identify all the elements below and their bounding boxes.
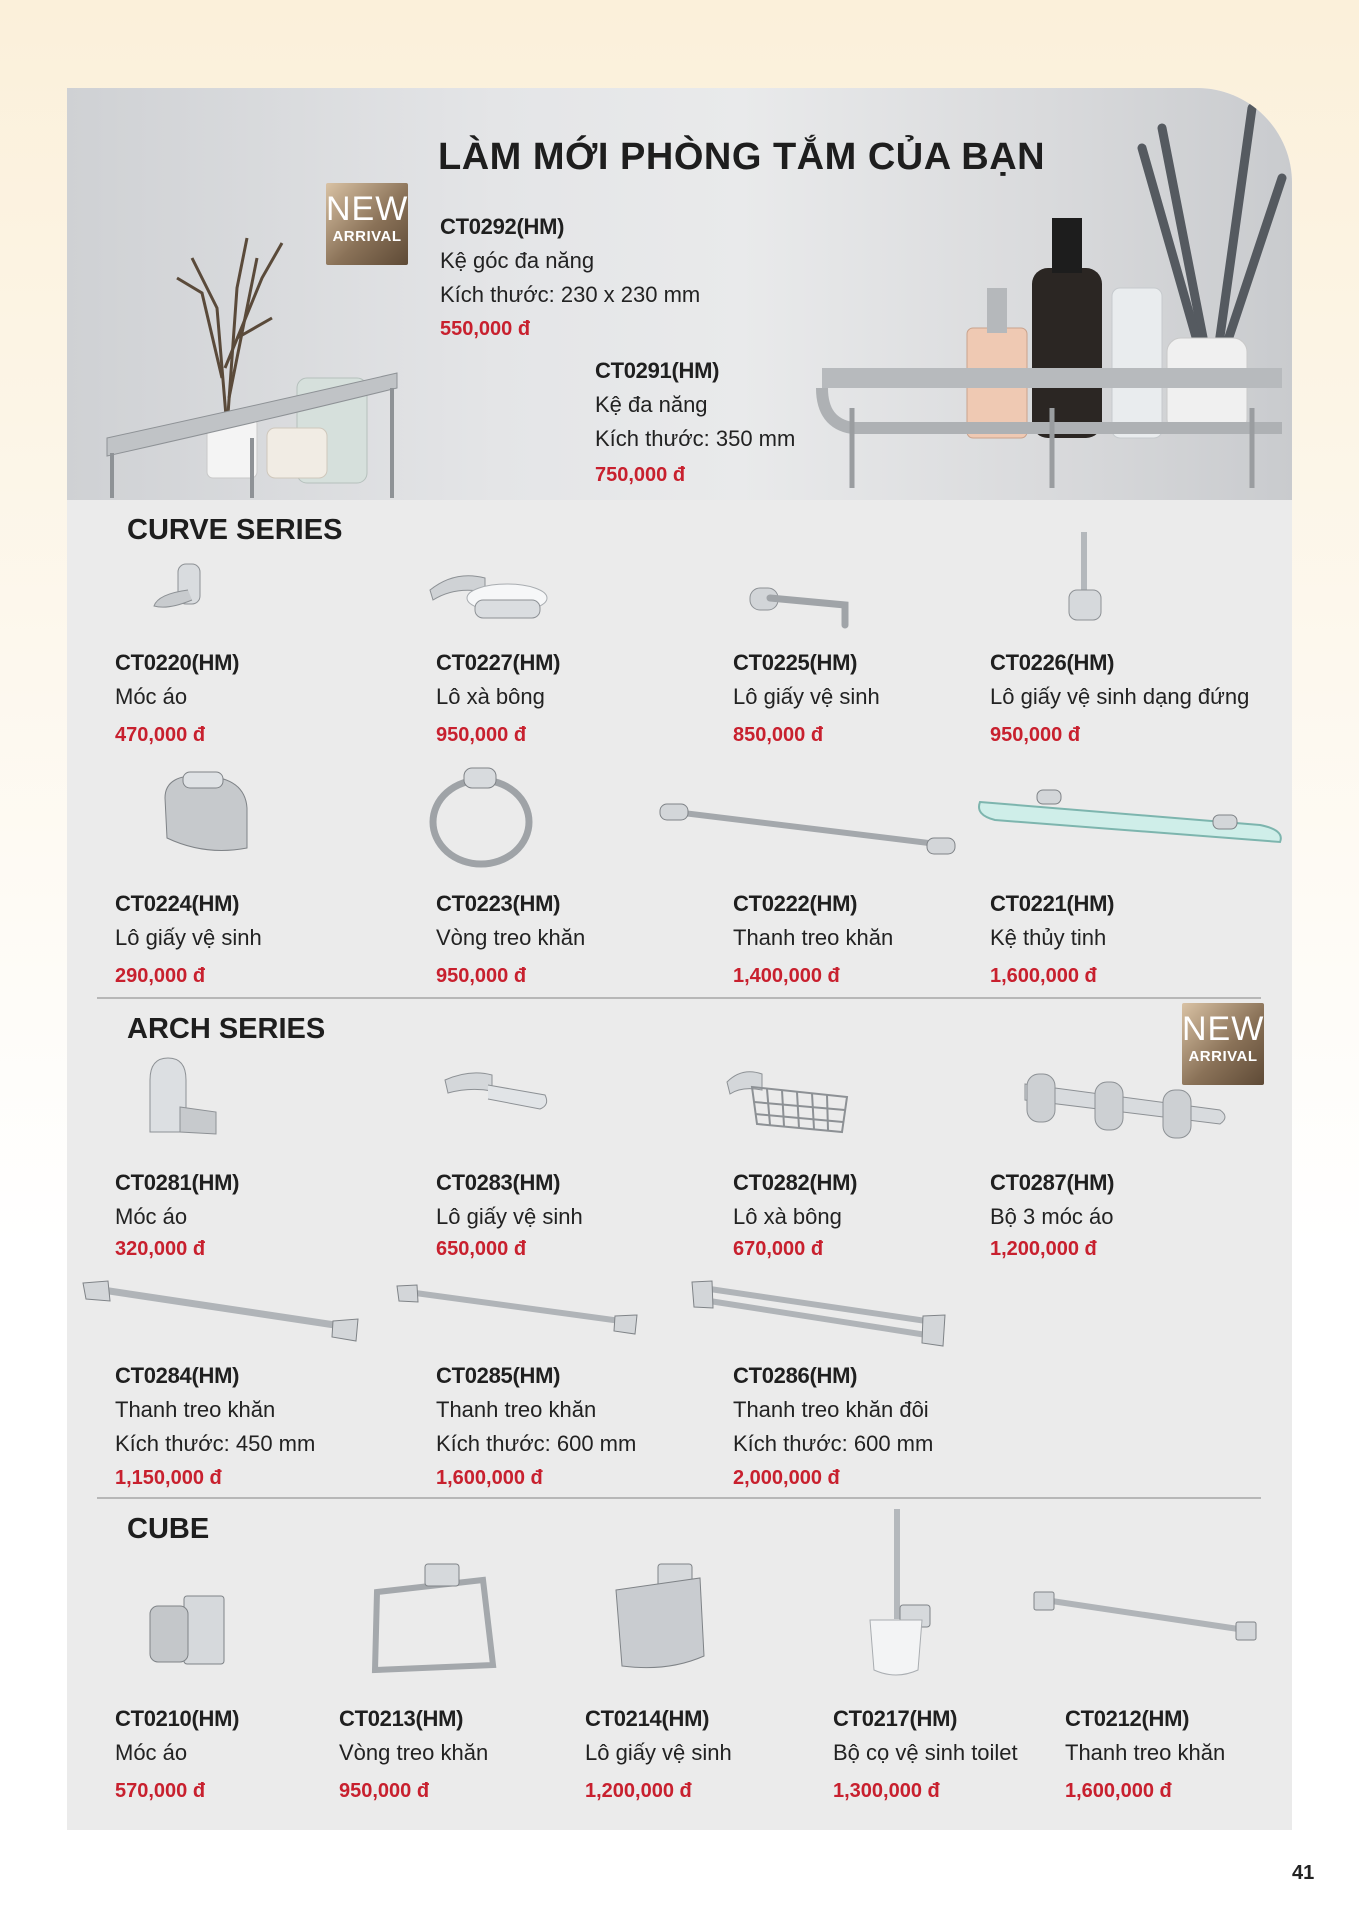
product-price: 950,000 đ <box>436 724 527 746</box>
product-name: Thanh treo khăn <box>115 1397 276 1422</box>
hero-product-ct0292 <box>440 214 700 341</box>
product-code: CT0227(HM) <box>436 650 561 675</box>
standing-paper-holder-image <box>1055 530 1115 625</box>
product-ct0225 <box>733 650 880 747</box>
arch-soap-basket-image <box>722 1062 857 1142</box>
hero-title: LÀM MỚI PHÒNG TẮM CỦA BẠN <box>438 136 1046 178</box>
section-title-curve: CURVE SERIES <box>127 514 343 546</box>
product-price: 750,000 đ <box>595 464 686 486</box>
product-name: Lô xà bông <box>733 1204 842 1229</box>
product-name: Móc áo <box>115 1740 188 1765</box>
product-name: Kệ góc đa năng <box>440 248 595 273</box>
product-price: 2,000,000 đ <box>733 1467 840 1489</box>
product-ct0222 <box>733 891 893 988</box>
product-price: 1,200,000 đ <box>990 1238 1097 1260</box>
product-price: 1,200,000 đ <box>585 1780 692 1802</box>
product-name: Bộ 3 móc áo <box>990 1204 1114 1229</box>
badge-line1: NEW <box>1182 1010 1265 1048</box>
product-ct0214 <box>585 1706 732 1803</box>
product-price: 950,000 đ <box>436 965 527 987</box>
product-ct0287 <box>990 1170 1114 1261</box>
product-name: Lô giấy vệ sinh dạng đứng <box>990 684 1250 709</box>
product-name: Kệ thủy tinh <box>990 925 1107 950</box>
product-code: CT0281(HM) <box>115 1170 240 1195</box>
toilet-paper-holder-image <box>740 570 860 630</box>
product-name: Lô giấy vệ sinh <box>585 1740 732 1765</box>
product-name: Móc áo <box>115 684 188 709</box>
product-code: CT0284(HM) <box>115 1363 240 1388</box>
product-price: 290,000 đ <box>115 965 206 987</box>
new-arrival-badge <box>326 183 408 265</box>
section-divider <box>97 997 1261 999</box>
glass-shelf-image <box>975 780 1290 860</box>
product-code: CT0283(HM) <box>436 1170 561 1195</box>
product-ct0226 <box>990 650 1249 747</box>
product-ct0221 <box>990 891 1114 988</box>
product-code: CT0292(HM) <box>440 214 565 239</box>
cube-robe-hook-image <box>142 1592 232 1672</box>
product-name: Lô giấy vệ sinh <box>436 1204 583 1229</box>
covered-paper-holder-image <box>155 768 265 863</box>
product-price: 1,300,000 đ <box>833 1780 940 1802</box>
section-title-cube: CUBE <box>127 1513 210 1545</box>
product-code: CT0285(HM) <box>436 1363 561 1388</box>
product-price: 1,600,000 đ <box>1065 1780 1172 1802</box>
product-code: CT0220(HM) <box>115 650 240 675</box>
product-code: CT0210(HM) <box>115 1706 240 1731</box>
product-name: Thanh treo khăn <box>436 1397 597 1422</box>
product-ct0212 <box>1065 1706 1225 1803</box>
towel-ring-image <box>426 762 536 872</box>
product-price: 850,000 đ <box>733 724 824 746</box>
product-name: Bộ cọ vệ sinh toilet <box>833 1740 1018 1765</box>
product-price: 550,000 đ <box>440 318 531 340</box>
product-size: Kích thước: 350 mm <box>595 426 796 451</box>
product-size: Kích thước: 230 x 230 mm <box>440 282 701 307</box>
product-ct0227 <box>436 650 560 747</box>
product-name: Thanh treo khăn <box>733 925 894 950</box>
badge-line1: NEW <box>326 190 409 228</box>
robe-hook-image <box>148 560 228 620</box>
section-title-arch: ARCH SERIES <box>127 1013 326 1045</box>
product-code: CT0217(HM) <box>833 1706 958 1731</box>
product-ct0217 <box>833 1706 1018 1803</box>
cube-towel-ring-image <box>365 1560 500 1675</box>
arch-paper-holder-image <box>440 1065 555 1125</box>
towel-bar-450-image <box>78 1275 363 1350</box>
product-ct0284 <box>115 1363 315 1490</box>
product-price: 950,000 đ <box>339 1780 430 1802</box>
product-name: Vòng treo khăn <box>436 925 586 950</box>
product-price: 950,000 đ <box>990 724 1081 746</box>
product-name: Vòng treo khăn <box>339 1740 489 1765</box>
product-name: Thanh treo khăn đôi <box>733 1397 929 1422</box>
triple-hook-image <box>1015 1062 1235 1147</box>
product-price: 470,000 đ <box>115 724 206 746</box>
product-code: CT0224(HM) <box>115 891 240 916</box>
product-name: Lô giấy vệ sinh <box>115 925 262 950</box>
badge-line2: ARRIVAL <box>332 228 402 245</box>
product-code: CT0291(HM) <box>595 358 720 383</box>
product-ct0223 <box>436 891 585 988</box>
product-code: CT0223(HM) <box>436 891 561 916</box>
product-code: CT0225(HM) <box>733 650 858 675</box>
product-price: 320,000 đ <box>115 1238 206 1260</box>
towel-bar-image <box>655 800 965 860</box>
product-code: CT0222(HM) <box>733 891 858 916</box>
towel-bar-600-image <box>393 1282 643 1342</box>
product-price: 670,000 đ <box>733 1238 824 1260</box>
section-divider <box>97 1497 1261 1499</box>
product-size: Kích thước: 600 mm <box>733 1431 934 1456</box>
badge-line2: ARRIVAL <box>1188 1048 1258 1065</box>
product-name: Móc áo <box>115 1204 188 1229</box>
arch-robe-hook-image <box>140 1052 225 1142</box>
product-name: Kệ đa năng <box>595 392 708 417</box>
hero-product-ct0291 <box>595 358 795 487</box>
double-towel-bar-image <box>688 1278 953 1358</box>
product-code: CT0212(HM) <box>1065 1706 1190 1731</box>
page-number: 41 <box>1292 1862 1315 1884</box>
product-code: CT0221(HM) <box>990 891 1115 916</box>
toilet-brush-image <box>860 1505 935 1685</box>
product-ct0282 <box>733 1170 857 1261</box>
product-size: Kích thước: 450 mm <box>115 1431 316 1456</box>
product-name: Thanh treo khăn <box>1065 1740 1226 1765</box>
cube-towel-bar-image <box>1030 1590 1260 1650</box>
product-ct0210 <box>115 1706 239 1803</box>
product-price: 1,600,000 đ <box>990 965 1097 987</box>
product-ct0220 <box>115 650 239 747</box>
product-code: CT0287(HM) <box>990 1170 1115 1195</box>
product-code: CT0213(HM) <box>339 1706 464 1731</box>
soap-dish-image <box>425 560 555 630</box>
product-price: 1,600,000 đ <box>436 1467 543 1489</box>
product-ct0286 <box>733 1363 933 1490</box>
product-price: 1,150,000 đ <box>115 1467 222 1489</box>
product-ct0283 <box>436 1170 583 1261</box>
product-price: 570,000 đ <box>115 1780 206 1802</box>
cube-paper-holder-image <box>608 1560 713 1685</box>
product-ct0281 <box>115 1170 239 1261</box>
product-price: 1,400,000 đ <box>733 965 840 987</box>
product-size: Kích thước: 600 mm <box>436 1431 637 1456</box>
product-ct0213 <box>339 1706 488 1803</box>
product-name: Lô xà bông <box>436 684 545 709</box>
product-price: 650,000 đ <box>436 1238 527 1260</box>
product-ct0224 <box>115 891 262 988</box>
product-ct0285 <box>436 1363 636 1490</box>
product-code: CT0286(HM) <box>733 1363 858 1388</box>
product-name: Lô giấy vệ sinh <box>733 684 880 709</box>
product-code: CT0226(HM) <box>990 650 1115 675</box>
product-code: CT0282(HM) <box>733 1170 858 1195</box>
product-code: CT0214(HM) <box>585 1706 710 1731</box>
